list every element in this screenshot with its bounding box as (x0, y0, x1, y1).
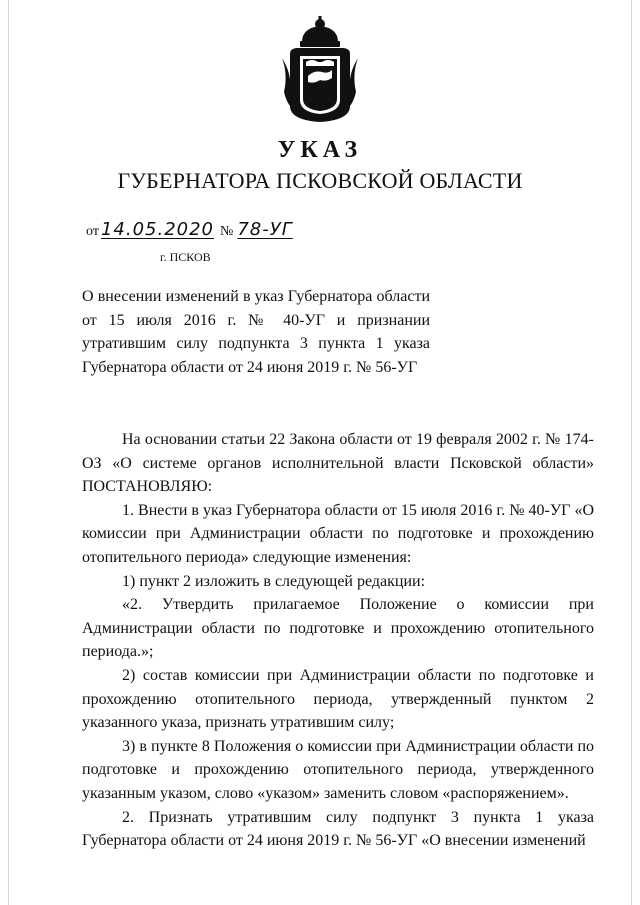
document-body (82, 428, 594, 853)
body-paragraph: 1. Внести в указ Губернатора области от 15 июля 2016 г. № 40-УГ «О комиссии при Администрации области по подготовке и прохождению отопительного периода» следующие изменения: (82, 501, 594, 566)
document-heading: О внесении изменений в указ Губернатора области от 15 июля 2016 г. № 40-УГ и признании утратившим силу подпункта 3 пункта 1 указа Губернатора области от 24 июня 2019 г. № 56-УГ (82, 288, 430, 376)
number-value: 78-УГ (237, 219, 293, 240)
body-paragraph: 3) в пункте 8 Положения о комиссии при Администрации области по подготовке и прохождению отопительного периода, утвержденного указанным указом, слово «указом» заменить словом «распоряжением». (82, 737, 594, 802)
date-prefix: от (86, 224, 99, 239)
document-title: УКАЗ (277, 137, 363, 163)
city-label: г. ПСКОВ (160, 250, 211, 264)
body-paragraph: 2) состав комиссии при Администрации области по подготовке и прохождению отопительного периода, утвержденный пунктом 2 указанного указа, признать утратившим силу; (82, 666, 594, 732)
number-sign: № (220, 224, 234, 239)
scan-edge-left (8, 0, 9, 905)
document-subtitle: ГУБЕРНАТОРА ПСКОВСКОЙ ОБЛАСТИ (117, 168, 523, 193)
body-paragraph: 2. Признать утратившим силу подпункт 3 пункта 1 указа Губернатора области от 24 июня 2019 г. № 56-УГ «О внесении изменений (82, 808, 594, 850)
pskov-coat-of-arms-icon (278, 14, 362, 124)
body-paragraph: «2. Утвердить прилагаемое Положение о комиссии при Администрации области по подготовке и прохождению отопительного периода.»; (82, 596, 594, 661)
date-number-line (86, 219, 293, 240)
body-paragraph: 1) пункт 2 изложить в следующей редакции: (122, 572, 426, 590)
date-value: 14.05.2020 (100, 219, 214, 240)
body-paragraph: На основании статьи 22 Закона области от 19 февраля 2002 г. № 174-ОЗ «О системе органов исполнительной власти Псковской области» ПОСТАНОВЛЯЮ: (82, 431, 594, 496)
scan-edge-right (631, 0, 632, 905)
